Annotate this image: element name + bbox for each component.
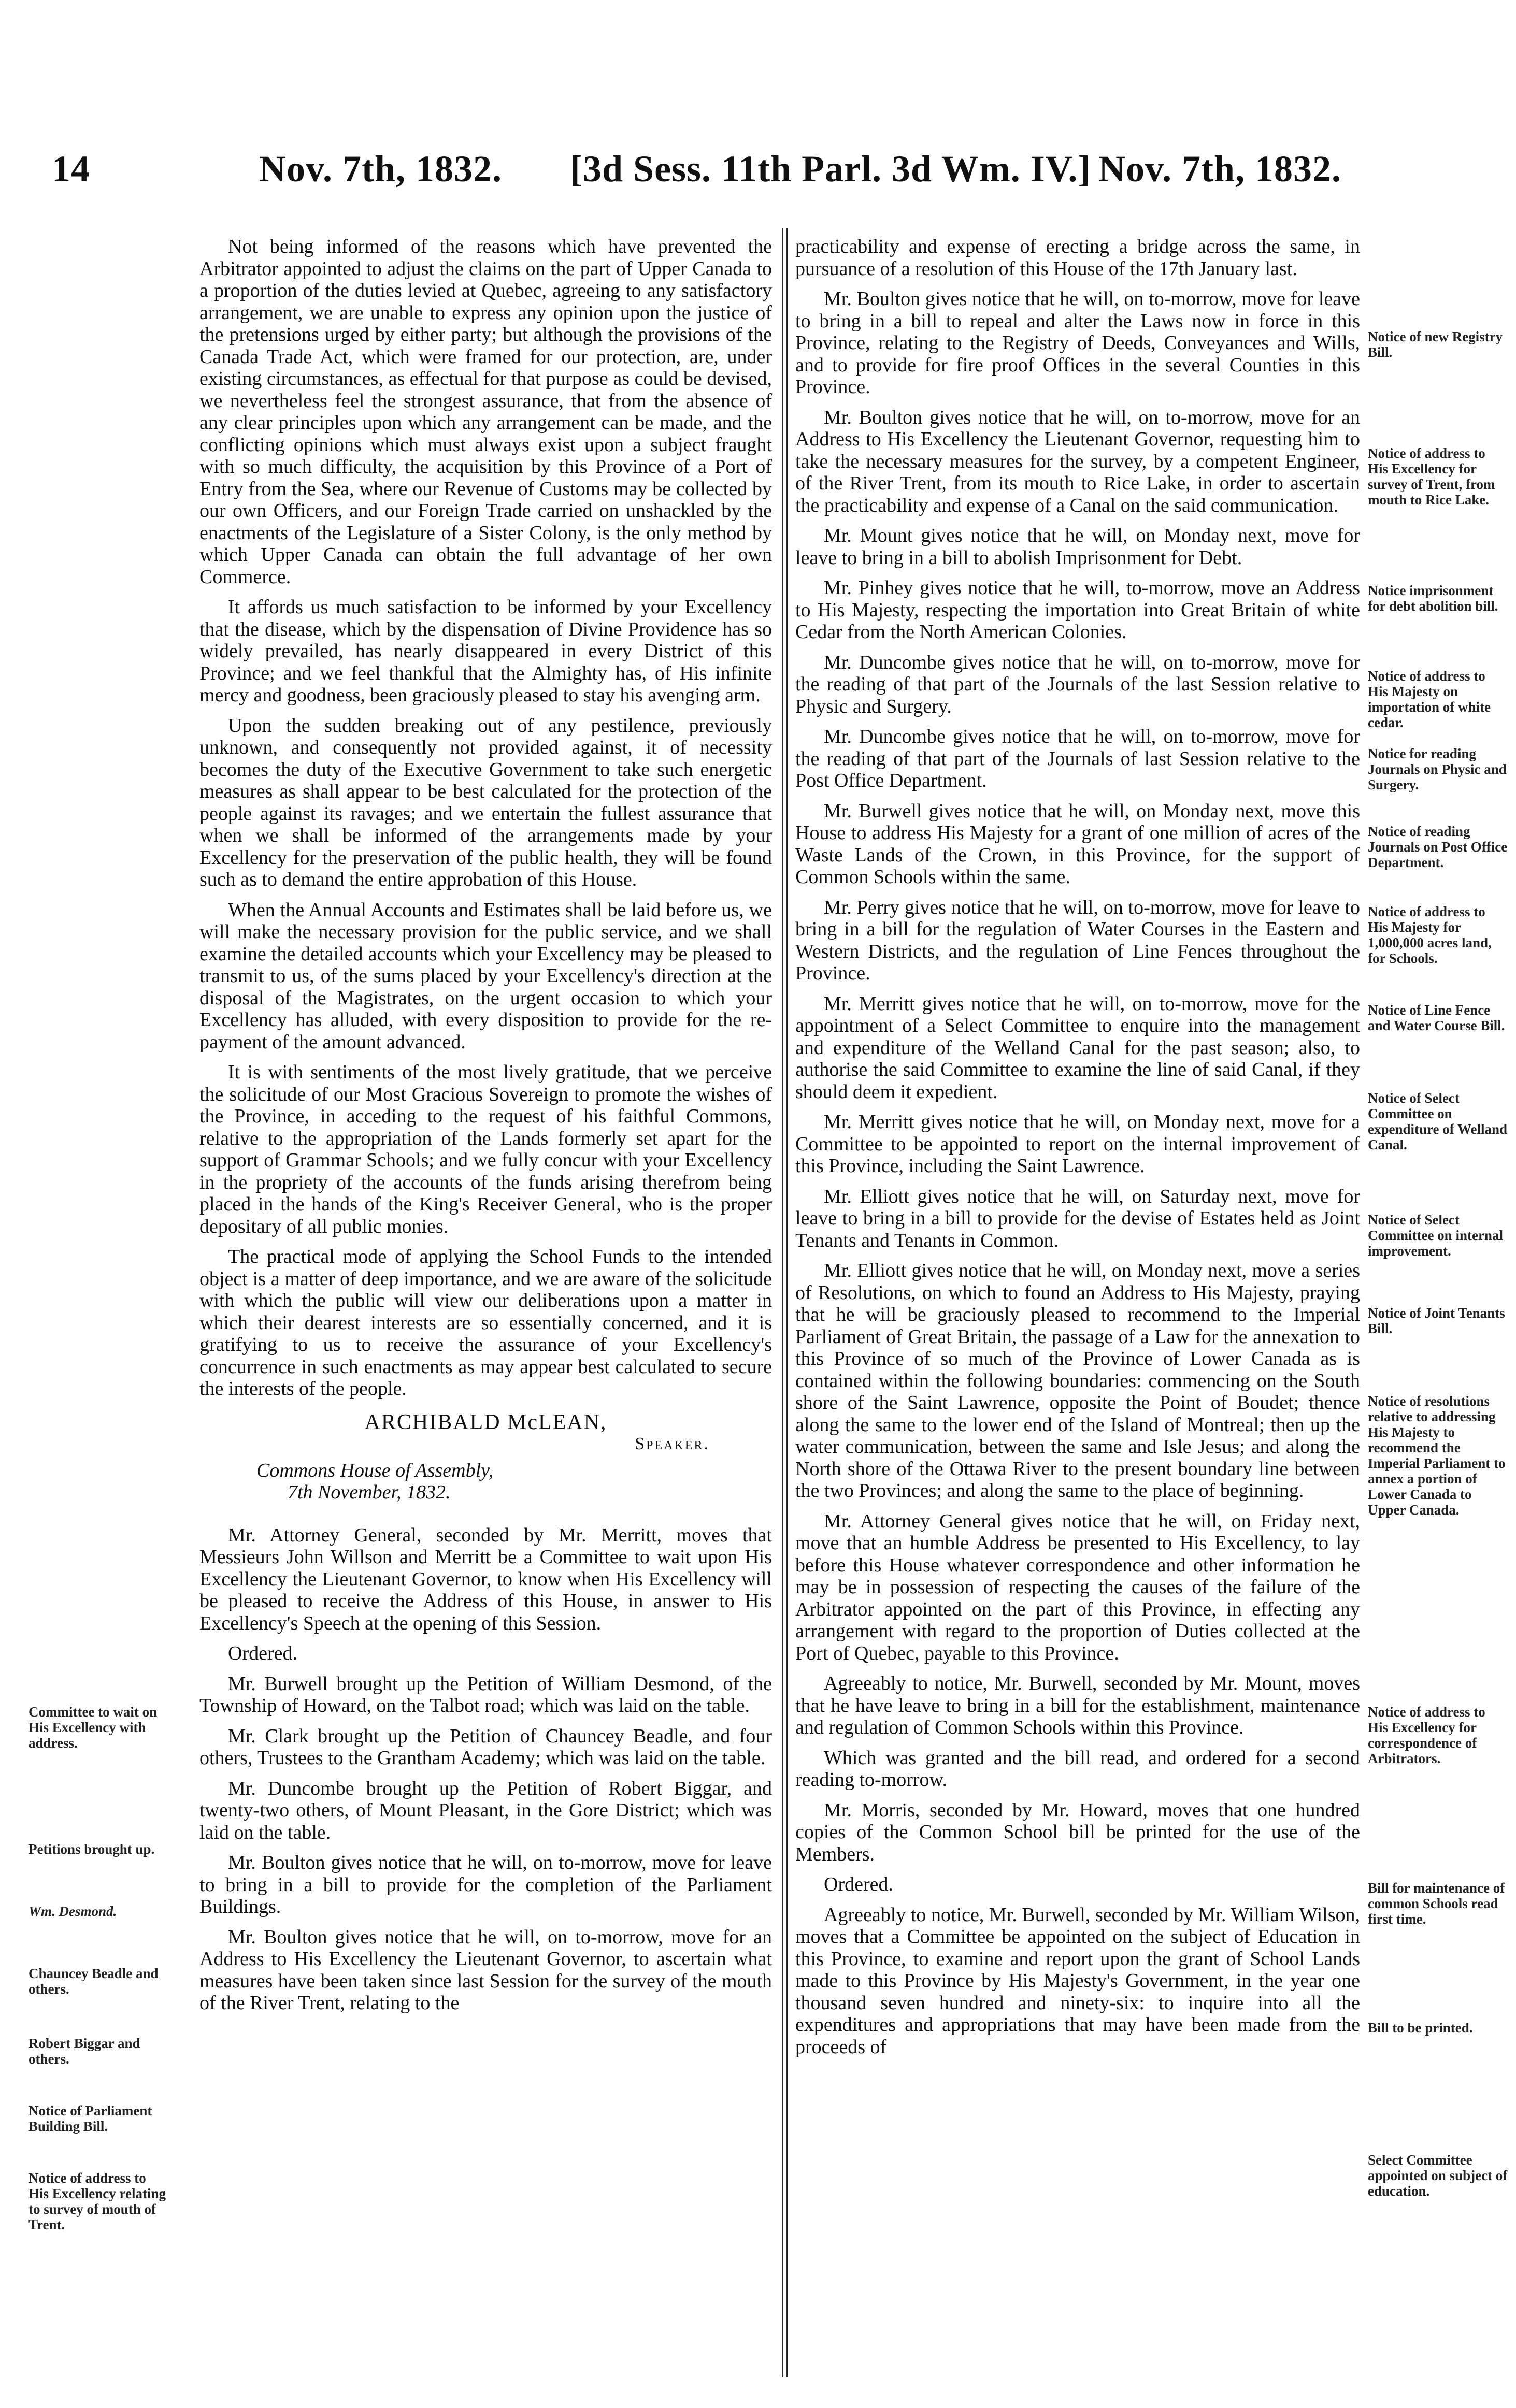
signature-title: Speaker. (635, 1434, 710, 1453)
header-date-left: Nov. 7th, 1832. (259, 148, 503, 190)
paragraph: Mr. Pinhey gives notice that he will, to-morrow, move an Address to His Majesty, respecting the importation into Great Britain of white Cedar from the North American Colonies. (795, 577, 1360, 643)
paragraph: Mr. Boulton gives notice that he will, on to-morrow, move for an Address to His Excellency the Lieutenant Governor, requesting him to take the necessary measures for the survey, by a competent Engineer, of the River Trent, from its mouth to Rice Lake, in order to ascertain the practicability and expense of a Canal on the said communication. (795, 406, 1360, 516)
margin-note: Notice of address to His Excellency for survey of Trent, from mouth to Rice Lake. (1368, 445, 1495, 508)
paragraph: Mr. Boulton gives notice that he will, on to-morrow, move for leave to bring in a bill to provide for the completion of the Parliament Buildings. (199, 1852, 772, 1917)
margin-note: Notice of address to His Majesty on importation of white cedar. (1368, 668, 1491, 730)
margin-note: Notice of Parliament Building Bill. (28, 2103, 152, 2134)
margin-note: Wm. Desmond. (28, 1904, 117, 1919)
margin-note: Petitions brought up. (28, 1841, 155, 1857)
paragraph: Not being informed of the reasons which have prevented the Arbitrator appointed to adjust the claims on the part of Upper Canada to a proportion of the duties levied at Quebec, agreeing to any satisfactory arrangement, we are unable to express any opinion upon the justice of the pretensions urged by either party; but although the provisions of the Canada Trade Act, which were framed for our protection, are, under existing circumstances, as effectual for that purpose as could be devised, we nevertheless feel the strongest assurance, that from the absence of any clear principles upon which any arrangement can be made, and the conflicting opinions which must always exist upon a subject fraught with so much difficulty, the acquisition by this Province of a Port of Entry from the Sea, where our Revenue of Customs may be collected by our own Officers, and our Foreign Trade carried on unshackled by the enactments of the Legislature of a Sister Colony, is the only method by which Upper Canada can obtain the full advantage of her own Commerce. (199, 236, 772, 588)
page-number: 14 (52, 148, 90, 190)
margin-note: Select Committee appointed on subject of education. (1368, 2152, 1508, 2199)
paragraph: Mr. Elliott gives notice that he will, on Monday next, move a series of Resolutions, on which to found an Address to His Majesty, praying that he will be graciously pleased to recommend to the Imperial Parliament of Great Britain, the passage of a Law for the annexation to this Province of so much of the Province of Lower Canada as is contained within the following boundaries: commencing on the South shore of the Saint Lawrence, opposite the Point of Boudet; thence along the same to the lower end of the Island of Montreal; then up the water communication, between the same and Isle Jesus; and along the North shore of the Ottawa River to the present boundary line between the two Provinces; and along the same to the place of beginning. (795, 1260, 1360, 1502)
signature-place: Commons House of Assembly, (256, 1459, 494, 1481)
paragraph: Mr. Perry gives notice that he will, on to-morrow, move for leave to bring in a bill for the regulation of Water Courses in the Eastern and Western Districts, and the regulation of Line Fences throughout the Province. (795, 896, 1360, 984)
paragraph: Mr. Boulton gives notice that he will, on to-morrow, move for leave to bring in a bill to repeal and alter the Laws now in force in this Province, relating to the Registry of Deeds, Conveyances and Wills, and to provide for fire proof Offices in the several Counties in this Province. (795, 288, 1360, 398)
paragraph: Mr. Duncombe gives notice that he will, on to-morrow, move for the reading of that part of the Journals of the last Session relative to Physic and Surgery. (795, 651, 1360, 717)
paragraph: Mr. Attorney General gives notice that he will, on Friday next, move that an humble Address be presented to His Excellency, to lay before this House whatever correspondence and other information he may be in possession of respecting the causes of the failure of the Arbitrator appointed on the part of this Province, in effecting any arrangement with regard to the proportion of Duties collected at the Port of Quebec, payable to this Province. (795, 1510, 1360, 1664)
right-column (795, 236, 1360, 2066)
margin-note: Notice of reading Journals on Post Office Department. (1368, 824, 1508, 870)
margin-note: Notice of address to His Excellency relating to survey of mouth of Trent. (28, 2170, 166, 2232)
paragraph: Agreeably to notice, Mr. Burwell, seconded by Mr. William Wilson, moves that a Committee be appointed on the subject of Education in this Province, to examine and report upon the grant of School Lands made to this Province by His Majesty's Government, in the year one thousand seven hundred and ninety-six: to inquire into all the expenditures and appropriations that may have been made from the proceeds of (795, 1904, 1360, 2058)
paragraph: Mr. Burwell gives notice that he will, on Monday next, move this House to address His Majesty for a grant of one million of acres of the Waste Lands of the Crown, in this Province, for the support of Common Schools within the same. (795, 800, 1360, 888)
paragraph: Mr. Boulton gives notice that he will, on to-morrow, move for an Address to His Excellency the Lieutenant Governor, to ascertain what measures have been taken since last Session for the survey of the mouth of the River Trent, relating to the (199, 1926, 772, 2014)
margin-note: Robert Biggar and others. (28, 2036, 140, 2067)
page-header (21, 148, 1347, 205)
paragraph: Mr. Duncombe gives notice that he will, on to-morrow, move for the reading of that part of the Journals of last Session relative to the Post Office Department. (795, 726, 1360, 791)
margin-note: Notice of address to His Excellency for correspondence of Arbitrators. (1368, 1704, 1485, 1766)
header-date-right: Nov. 7th, 1832. (1098, 148, 1342, 190)
left-column (199, 236, 772, 2023)
paragraph: When the Annual Accounts and Estimates shall be laid before us, we will make the necessary provision for the public service, and we shall examine the detailed accounts which your Excellency may be pleased to transmit to us, of the sums placed by your Excellency's direction at the disposal of the Magistrates, on the urgent occasion to which your Excellency has alluded, with every disposition to provide for the re-payment of the amount advanced. (199, 899, 772, 1053)
paragraph: Mr. Burwell brought up the Petition of William Desmond, of the Township of Howard, on the Talbot road; which was laid on the table. (199, 1672, 772, 1717)
paragraph: Mr. Merritt gives notice that he will, on Monday next, move for a Committee to be appointed to report on the internal improvement of this Province, including the Saint Lawrence. (795, 1111, 1360, 1177)
margin-note: Notice of address to His Majesty for 1,000,000 acres land, for Schools. (1368, 904, 1492, 966)
margin-note: Notice imprisonment for debt abolition bill. (1368, 583, 1498, 614)
margin-note: Committee to wait on His Excellency with address. (28, 1704, 158, 1751)
paragraph: Which was granted and the bill read, and ordered for a second reading to-morrow. (795, 1747, 1360, 1791)
margin-note: Notice of Joint Tenants Bill. (1368, 1305, 1505, 1336)
column-divider (782, 228, 788, 2377)
margin-note: Notice of Select Committee on expenditure of Welland Canal. (1368, 1090, 1508, 1152)
paragraph: Mr. Merritt gives notice that he will, on to-morrow, move for the appointment of a Select Committee to enquire into the management and expenditure of the Welland Canal for the past season; also, to authorise the said Committee to examine the line of said Canal, if they should deem it expedient. (795, 992, 1360, 1103)
paragraph: Mr. Attorney General, seconded by Mr. Merritt, moves that Messieurs John Willson and Merritt be a Committee to wait upon His Excellency the Lieutenant Governor, to know when His Excellency will be pleased to receive the Address of this House, in answer to His Excellency's Speech at the opening of this Session. (199, 1524, 772, 1634)
margin-note: Notice for reading Journals on Physic and Surgery. (1368, 746, 1507, 792)
paragraph: Mr. Mount gives notice that he will, on Monday next, move for leave to bring in a bill to abolish Imprisonment for Debt. (795, 525, 1360, 569)
paragraph: Upon the sudden breaking out of any pestilence, previously unknown, and consequently not provided against, it of necessity becomes the duty of the Executive Government to take such energetic measures as shall appear to be best calculated for the protection of the people against its ravages; and we entertain the fullest assurance that when we shall be informed of the arrangements made by your Excellency for the preservation of the public health, they will be found such as to demand the entire approbation of this House. (199, 714, 772, 890)
margin-note: Chauncey Beadle and others. (28, 1966, 159, 1997)
paragraph: Mr. Elliott gives notice that he will, on Saturday next, move for leave to bring in a bill to provide for the devise of Estates held as Joint Tenants and Tenants in Common. (795, 1185, 1360, 1251)
margin-note: Notice of new Registry Bill. (1368, 329, 1503, 360)
ordered-line: Ordered. (824, 1873, 893, 1895)
ordered-line: Ordered. (228, 1642, 297, 1664)
paragraph: It is with sentiments of the most lively gratitude, that we perceive the solicitude of our Most Gracious Sovereign to promote the wishes of the Province, in acceding to the request of his faithful Commons, relative to the appropriation of the Lands formerly set apart for the support of Grammar Schools; and we fully concur with your Excellency in the propriety of the accounts of the funds arising therefrom being placed in the hands of the King's Receiver General, who is the proper depositary of all public monies. (199, 1061, 772, 1237)
margin-note: Bill to be printed. (1368, 2020, 1473, 2036)
signature-date: 7th November, 1832. (288, 1481, 451, 1503)
header-session: [3d Sess. 11th Parl. 3d Wm. IV.] (570, 148, 1091, 190)
margin-note: Notice of Select Committee on internal improvement. (1368, 1212, 1503, 1259)
margin-note: Notice of Line Fence and Water Course Bill. (1368, 1002, 1505, 1033)
paragraph: Agreeably to notice, Mr. Burwell, seconded by Mr. Mount, moves that he have leave to bring in a bill for the establishment, maintenance and regulation of Common Schools within this Province. (795, 1672, 1360, 1738)
paragraph: Mr. Duncombe brought up the Petition of Robert Biggar, and twenty-two others, of Mount Pleasant, in the Gore District; which was laid on the table. (199, 1777, 772, 1843)
paragraph: practicability and expense of erecting a bridge across the same, in pursuance of a resolution of this House of the 17th January last. (795, 236, 1360, 280)
paragraph: Mr. Clark brought up the Petition of Chauncey Beadle, and four others, Trustees to the Grantham Academy; which was laid on the table. (199, 1725, 772, 1769)
margin-note: Notice of resolutions relative to addressing His Majesty to recommend the Imperial Parliament to annex a portion of Lower Canada to Upper Canada. (1368, 1393, 1506, 1518)
signature-name: ARCHIBALD McLEAN, (364, 1410, 607, 1434)
paragraph: It affords us much satisfaction to be informed by your Excellency that the disease, which by the dispensation of Divine Providence has so widely prevailed, has nearly disappeared in every District of this Province; and we feel thankful that the Almighty has, of His infinite mercy and goodness, been graciously pleased to stay his avenging arm. (199, 596, 772, 706)
margin-note: Bill for maintenance of common Schools read first time. (1368, 1880, 1505, 1927)
paragraph: The practical mode of applying the School Funds to the intended object is a matter of deep importance, and we are aware of the solicitude with which the public will view our deliberations upon a matter in which their dearest interests are so essentially concerned, and it is gratifying to us to receive the assurance of your Excellency's concurrence in such enactments as may appear best calculated to secure the interests of the people. (199, 1246, 772, 1400)
paragraph: Mr. Morris, seconded by Mr. Howard, moves that one hundred copies of the Common School bill be printed for the use of the Members. (795, 1799, 1360, 1865)
